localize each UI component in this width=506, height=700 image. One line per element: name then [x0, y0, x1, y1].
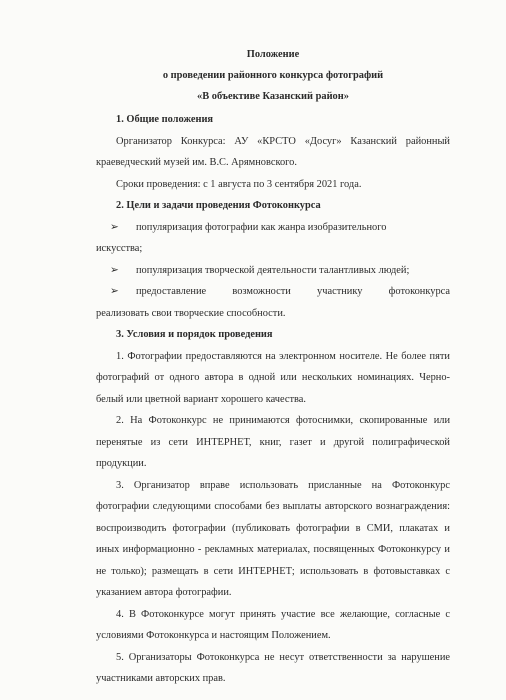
section-3-heading: 3. Условия и порядок проведения — [116, 329, 273, 340]
bullet-arrow-icon: ➢ — [110, 264, 119, 276]
bullet-arrow-icon: ➢ — [110, 221, 119, 233]
section-1-heading: 1. Общие положения — [116, 114, 214, 125]
bullet-1-text: популяризация фотографии как жанра изобразительного — [136, 221, 387, 233]
section-1-organizer: Организатор Конкурса: АУ «КРСТО «Досуг» Казанский районный краеведческий музей им. В.С. Арямновского. — [96, 135, 450, 168]
bullet-item-2 — [96, 260, 450, 282]
section-3-para-3: 3. Организатор вправе использовать присланные на Фотоконкурс фотографии следующими способами без выплаты авторского вознаграждения: воспроизводить фотографии (публиковать фотографии в СМИ, плакатах и иных информационно - рекламных материалах, посвященных Фотоконкурсу и не только); размещать в сети ИНТЕРНЕТ; использовать в фотовыставках с указанием автора фотографии. — [96, 479, 450, 598]
section-3-para-5: 5. Организаторы Фотоконкурса не несут ответственности за нарушение участниками авторских прав. — [96, 651, 450, 684]
section-3-para-1: 1. Фотографии предоставляются на электронном носителе. Не более пяти фотографий от одного автора в одной или нескольких номинациях. Черно-белый или цветной вариант хорошего качества. — [96, 350, 450, 405]
bullet-item-1 — [96, 217, 450, 239]
doc-title-line-3: «В объективе Казанский район» — [197, 91, 349, 102]
bullet-1-continuation: искусства; — [96, 243, 143, 254]
doc-title-line-1: Положение — [246, 49, 300, 60]
bullet-arrow-icon: ➢ — [110, 286, 119, 297]
section-1-dates: Сроки проведения: с 1 августа по 3 сентября 2021 года. — [116, 178, 362, 190]
doc-title-line-2: о проведении районного конкурса фотографий — [162, 70, 384, 81]
bullet-3-continuation: реализовать свои творческие способности. — [96, 307, 286, 319]
section-3-para-4: 4. В Фотоконкурсе могут принять участие все желающие, согласные с условиями Фотоконкурса и настоящим Положением. — [96, 608, 450, 641]
bullet-2-text: популяризация творческой деятельности талантливых людей; — [136, 264, 410, 276]
bullet-item-3 — [96, 281, 450, 303]
bullet-3-text: предоставление возможности участнику фотоконкурса — [136, 286, 450, 297]
section-2-heading: 2. Цели и задачи проведения Фотоконкурса — [116, 200, 321, 211]
section-3-para-2: 2. На Фотоконкурс не принимаются фотоснимки, скопированные или перенятые из сети ИНТЕРНЕТ, книг, газет и другой полиграфической продукции. — [96, 415, 450, 469]
